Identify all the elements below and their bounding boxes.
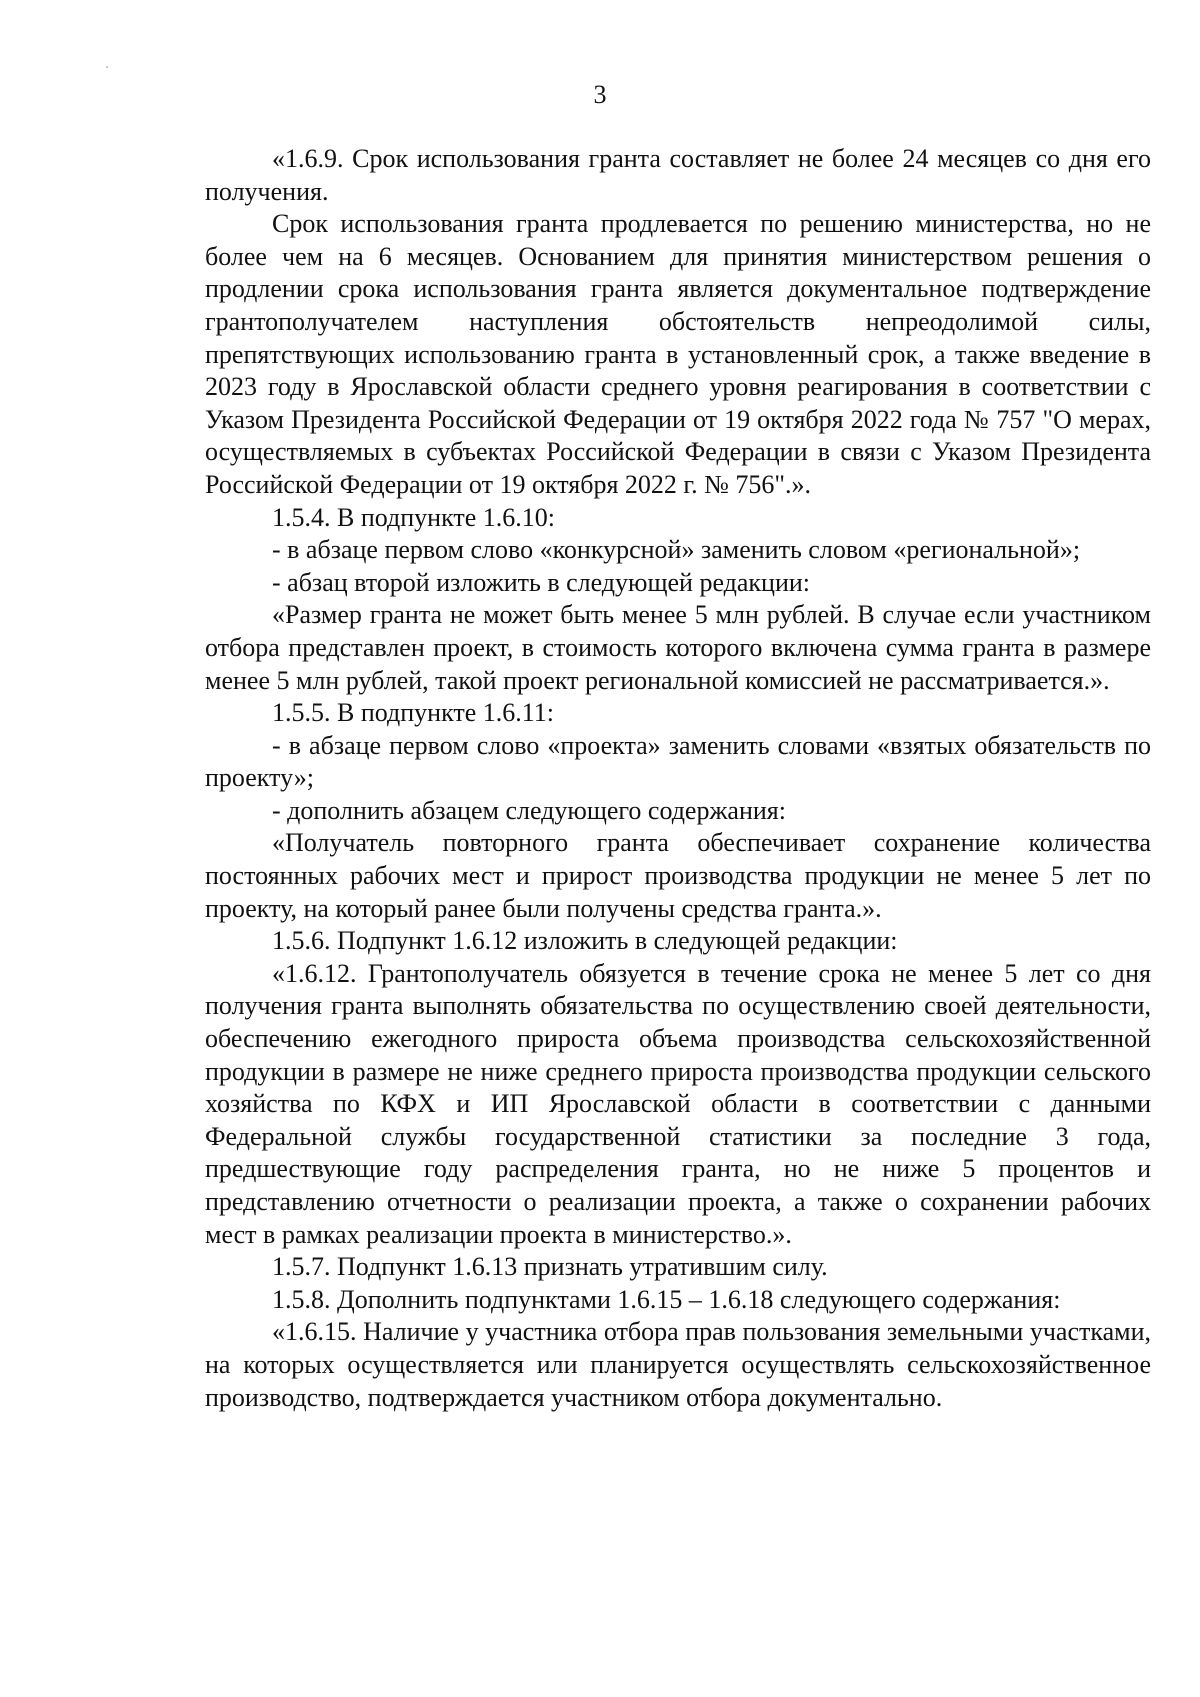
paragraph-1-5-5-item-1: - в абзаце первом слово «проекта» заменить словами «взятых обязательств по проекту»;: [205, 730, 1151, 793]
paragraph-1-5-6: 1.5.6. Подпункт 1.6.12 изложить в следующей редакции:: [272, 926, 898, 956]
paragraph-repeat-grant: «Получатель повторного гранта обеспечивает сохранение количества постоянных рабочих мест и прирост производства продукции не менее 5 лет по проекту, на который ранее были получены средства гранта.».: [205, 828, 1151, 923]
paragraph-1-5-4-item-1: - в абзаце первом слово «конкурсной» заменить словом «региональной»;: [272, 535, 1081, 565]
paragraph-1-5-8: 1.5.8. Дополнить подпунктами 1.6.15 – 1.6.18 следующего содержания:: [272, 1284, 1061, 1314]
paragraph-grant-size: «Размер гранта не может быть менее 5 млн рублей. В случае если участником отбора представлен проект, в стоимость которого включена сумма гранта в размере менее 5 млн рублей, такой проект региональной комиссией не рассматривается.».: [205, 600, 1151, 695]
scan-dot: [106, 66, 108, 68]
paragraph-grant-extension: Срок использования гранта продлевается по решению министерства, но не более чем на 6 месяцев. Основанием для принятия министерством решения о продлении срока использования гранта является документальное подтверждение грантополучателем наступления обстоятельств непреодолимой силы, препятствующих использованию гранта в установленный срок, а также введение в 2023 году в Ярославской области среднего уровня реагирования в соответствии с Указом Президента Российской Федерации от 19 октября 2022 года № 757 "О мерах, осуществляемых в субъектах Российской Федерации в связи с Указом Президента Российской Федерации от 19 октября 2022 г. № 756".».: [205, 209, 1151, 499]
paragraph-1-6-9: «1.6.9. Срок использования гранта составляет не более 24 месяцев со дня его получения.: [205, 144, 1151, 206]
paragraph-1-5-5-item-2: - дополнить абзацем следующего содержания:: [272, 795, 786, 825]
page-number: 3: [593, 80, 607, 109]
paragraph-1-5-7: 1.5.7. Подпункт 1.6.13 признать утратившим силу.: [272, 1252, 828, 1282]
paragraph-1-5-4-item-2: - абзац второй изложить в следующей редакции:: [272, 567, 811, 597]
paragraph-1-6-12: «1.6.12. Грантополучатель обязуется в течение срока не менее 5 лет со дня получения гранта выполнять обязательства по осуществлению своей деятельности, обеспечению ежегодного прироста объема производства сельскохозяйственной продукции в размере не ниже среднего прироста производства продукции сельского хозяйства по КФХ и ИП Ярославской области в соответствии с данными Федеральной службы государственной статистики за последние 3 года, предшествующие году распределения гранта, но не ниже 5 процентов и представлению отчетности о реализации проекта, а также о сохранении рабочих мест в рамках реализации проекта в министерство.».: [205, 958, 1151, 1249]
paragraph-1-5-5: 1.5.5. В подпункте 1.6.11:: [272, 698, 555, 728]
document-body: [205, 143, 1151, 1414]
paragraph-1-5-4: 1.5.4. В подпункте 1.6.10:: [272, 502, 555, 532]
paragraph-1-6-15: «1.6.15. Наличие у участника отбора прав пользования земельными участками, на которых осуществляется или планируется осуществлять сельскохозяйственное производство, подтверждается участником отбора документально.: [205, 1317, 1151, 1412]
